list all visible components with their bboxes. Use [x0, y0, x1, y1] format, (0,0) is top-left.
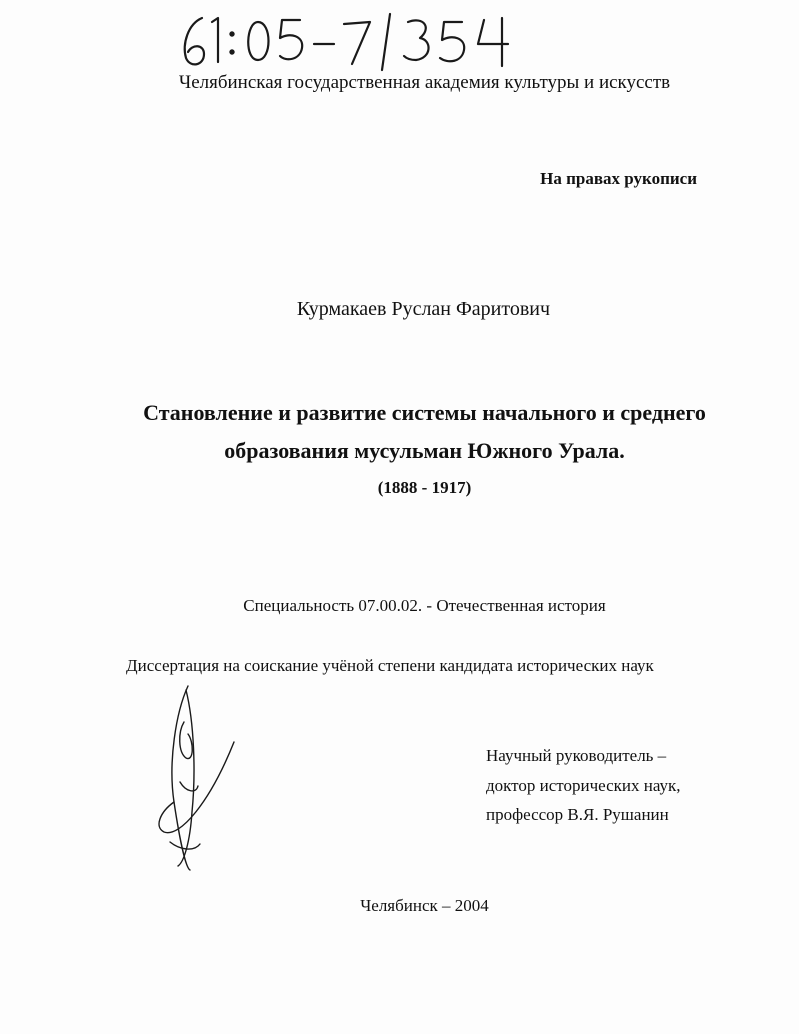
title-line-1: Становление и развитие системы начального и среднего [143, 400, 706, 425]
signature [150, 682, 240, 872]
title-years: (1888 - 1917) [377, 478, 472, 497]
supervisor-degree: доктор исторических наук, [486, 776, 681, 795]
handwritten-archive-code [176, 10, 556, 72]
supervisor-title: Научный руководитель – [486, 746, 667, 765]
city-year: Челябинск – 2004 [360, 896, 489, 915]
author-name: Курмакаев Руслан Фаритович [296, 298, 551, 320]
supervisor-name: профессор В.Я. Рушанин [486, 805, 669, 824]
manuscript-note: На правах рукописи [540, 169, 697, 188]
title-line-2: образования мусульман Южного Урала. [224, 438, 625, 463]
institution-name: Челябинская государственная академия культуры и искусств [178, 72, 671, 93]
dissertation-degree: Диссертация на соискание учёной степени кандидата исторических наук [126, 656, 654, 675]
specialty: Специальность 07.00.02. - Отечественная история [243, 596, 606, 615]
